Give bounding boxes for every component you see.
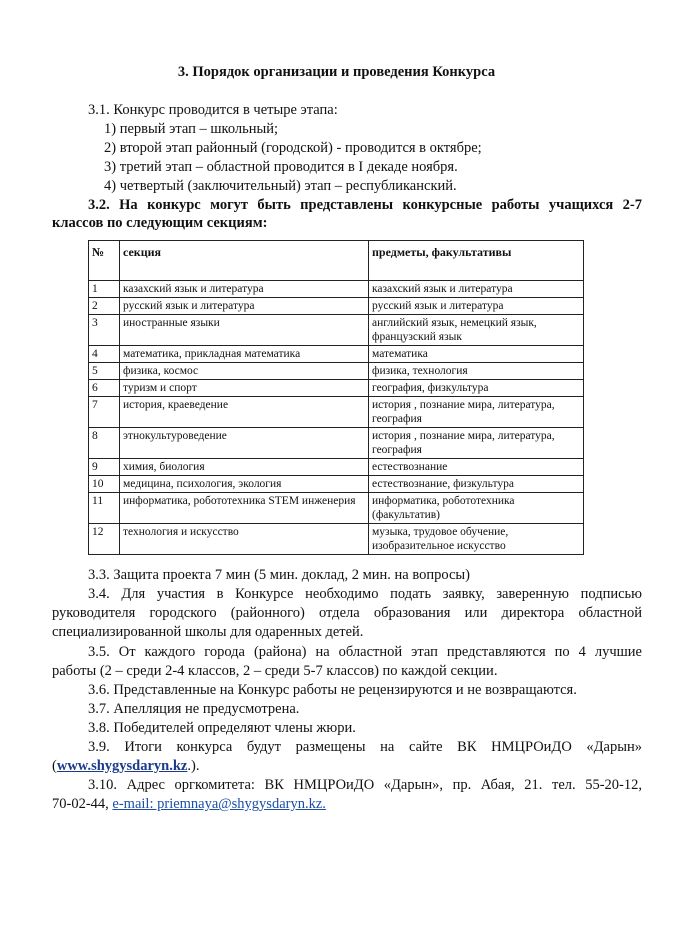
paren-open: ( <box>52 758 57 774</box>
application-line: руководителя городского (районного) отдела образования или директора областной <box>52 605 642 621</box>
row-subjects: русский язык и литература <box>369 298 584 315</box>
no-review: 3.6. Представленные на Конкурс работы не рецензируются и не возвращаются. <box>88 682 577 698</box>
row-subjects: математика <box>369 346 584 363</box>
row-section: этнокультуроведение <box>120 428 369 459</box>
row-num: 11 <box>89 493 120 524</box>
defense-time: 3.3. Защита проекта 7 мин (5 мин. доклад, 2 мин. на вопросы) <box>88 567 470 583</box>
table-row <box>89 524 584 555</box>
table-row <box>89 493 584 524</box>
row-subjects: естествознание, физкультура <box>369 476 584 493</box>
application-paragraph-cont <box>52 604 642 642</box>
header-num: № <box>89 241 120 281</box>
application-line: 3.4. Для участия в Конкурсе необходимо подать заявку, заверенную подписью <box>88 586 642 602</box>
row-section: история, краеведение <box>120 397 369 428</box>
application-paragraph <box>88 585 642 604</box>
sections-intro-line: 3.2. На конкурс могут быть представлены конкурсные работы учащихся 2-7 <box>88 197 642 213</box>
row-num: 7 <box>89 397 120 428</box>
stage-item: 2) второй этап районный (городской) - проводится в октябре; <box>104 140 482 156</box>
works-line: 3.5. От каждого города (района) на областной этап представляются по 4 лучшие <box>88 644 642 660</box>
table-row <box>89 476 584 493</box>
table-row <box>89 298 584 315</box>
address-line-2 <box>52 795 326 813</box>
row-subjects: история , познание мира, литература, география <box>369 428 584 459</box>
email-link[interactable]: e-mail: priemnaya@shygysdaryn.kz. <box>112 796 326 812</box>
row-section: медицина, психология, экология <box>120 476 369 493</box>
row-num: 8 <box>89 428 120 459</box>
works-paragraph <box>88 643 642 662</box>
works-line: работы (2 – среди 2-4 классов, 2 – среди 5-7 классов) по каждой секции. <box>52 663 498 679</box>
row-section: туризм и спорт <box>120 380 369 397</box>
phone-number: 70-02-44, <box>52 796 113 812</box>
address-paragraph <box>88 776 642 795</box>
sections-table <box>88 240 584 555</box>
stage-item: 4) четвертый (заключительный) этап – республиканский. <box>104 178 457 194</box>
row-section: русский язык и литература <box>120 298 369 315</box>
row-section: технология и искусство <box>120 524 369 555</box>
row-num: 2 <box>89 298 120 315</box>
header-section: секция <box>120 241 369 281</box>
stage-item: 3) третий этап – областной проводится в I декаде ноября. <box>104 159 458 175</box>
table-row <box>89 397 584 428</box>
row-section: химия, биология <box>120 459 369 476</box>
row-subjects: казахский язык и литература <box>369 281 584 298</box>
application-line: специализированной школы для одаренных детей. <box>52 624 364 640</box>
row-subjects: английский язык, немецкий язык, французский язык <box>369 315 584 346</box>
row-num: 6 <box>89 380 120 397</box>
results-paragraph <box>88 738 642 757</box>
row-num: 3 <box>89 315 120 346</box>
table-row <box>89 315 584 346</box>
results-line: 3.9. Итоги конкурса будут размещены на сайте ВК НМЦРОиДО «Дарын» <box>88 739 642 755</box>
jury: 3.8. Победителей определяют члены жюри. <box>88 720 356 736</box>
table-header-row <box>89 241 584 281</box>
table-row <box>89 428 584 459</box>
row-num: 5 <box>89 363 120 380</box>
section-title: 3. Порядок организации и проведения Конкурса <box>177 64 496 80</box>
row-section: математика, прикладная математика <box>120 346 369 363</box>
table-row <box>89 380 584 397</box>
table-row <box>89 346 584 363</box>
no-appeal: 3.7. Апелляция не предусмотрена. <box>88 701 300 717</box>
row-num: 12 <box>89 524 120 555</box>
row-subjects: естествознание <box>369 459 584 476</box>
row-subjects: физика, технология <box>369 363 584 380</box>
address-line: 3.10. Адрес оргкомитета: ВК НМЦРОиДО «Дарын», пр. Абая, 21. тел. 55-20-12, <box>88 777 642 793</box>
row-section: иностранные языки <box>120 315 369 346</box>
row-subjects: музыка, трудовое обучение, изобразительное искусство <box>369 524 584 555</box>
paren-close: .). <box>187 758 200 774</box>
table-row <box>89 281 584 298</box>
table-row <box>89 363 584 380</box>
row-section: информатика, робототехника STEM инженерия <box>120 493 369 524</box>
row-num: 4 <box>89 346 120 363</box>
row-subjects: история , познание мира, литература, география <box>369 397 584 428</box>
results-link-line <box>52 757 199 775</box>
stage-item: 1) первый этап – школьный; <box>104 121 279 137</box>
sections-intro <box>88 196 642 215</box>
row-num: 9 <box>89 459 120 476</box>
row-subjects: география, физкультура <box>369 380 584 397</box>
header-subjects: предметы, факультативы <box>369 241 584 281</box>
row-section: физика, космос <box>120 363 369 380</box>
row-num: 1 <box>89 281 120 298</box>
table-row <box>89 459 584 476</box>
row-section: казахский язык и литература <box>120 281 369 298</box>
sections-intro-line: классов по следующим секциям: <box>52 215 268 231</box>
website-link[interactable]: www.shygysdaryn.kz <box>56 758 188 774</box>
row-subjects: информатика, робототехника (факультатив) <box>369 493 584 524</box>
row-num: 10 <box>89 476 120 493</box>
stages-intro: 3.1. Конкурс проводится в четыре этапа: <box>88 102 338 118</box>
